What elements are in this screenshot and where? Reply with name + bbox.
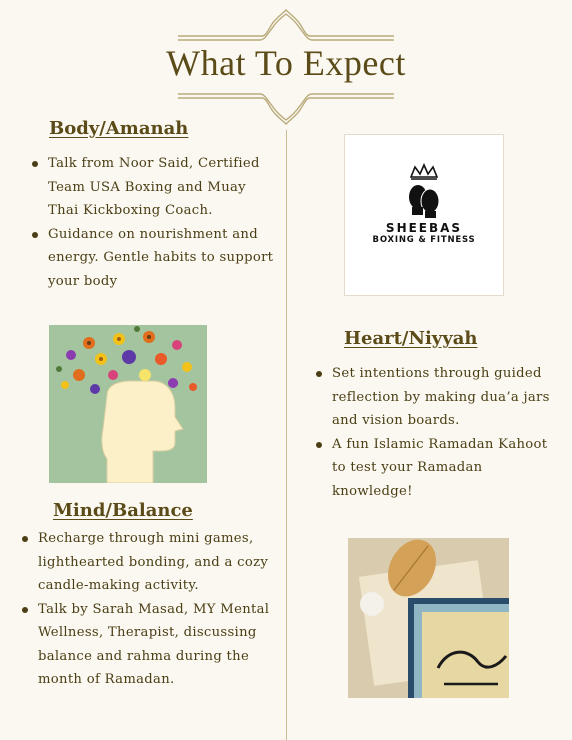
list-item: Set intentions through guided reflection by making dua’a jars and vision boards. <box>314 362 562 433</box>
list-item: Talk by Sarah Masad, MY Mental Wellness, Therapist, discussing balance and rahma during the month of Ramadan. <box>20 598 270 692</box>
heart-bullet-list <box>314 362 562 503</box>
mind-section-heading: Mind/Balance <box>53 500 193 521</box>
logo-title: SHEEBAS <box>385 221 463 235</box>
body-section-heading: Body/Amanah <box>49 118 189 139</box>
calligraphy-book-image <box>348 538 509 698</box>
list-item: Recharge through mini games, lighthearted bonding, and a cozy candle-making activity. <box>20 527 270 598</box>
logo-subtitle: BOXING & FITNESS <box>372 235 476 245</box>
head-flowers-image <box>49 325 207 483</box>
heart-section-heading: Heart/Niyyah <box>344 328 478 349</box>
list-item: A fun Islamic Ramadan Kahoot to test your Ramadan knowledge! <box>314 433 562 504</box>
list-item: Guidance on nourishment and energy. Gentle habits to support your body <box>30 223 278 294</box>
sheebas-logo <box>344 134 504 296</box>
mind-bullet-list <box>20 527 270 692</box>
center-divider <box>286 130 287 740</box>
list-item: Talk from Noor Said, Certified Team USA Boxing and Muay Thai Kickboxing Coach. <box>30 152 278 223</box>
crown-boxing-gloves-icon <box>403 163 445 219</box>
body-bullet-list <box>30 152 278 293</box>
page-title: What To Expect <box>166 43 406 83</box>
